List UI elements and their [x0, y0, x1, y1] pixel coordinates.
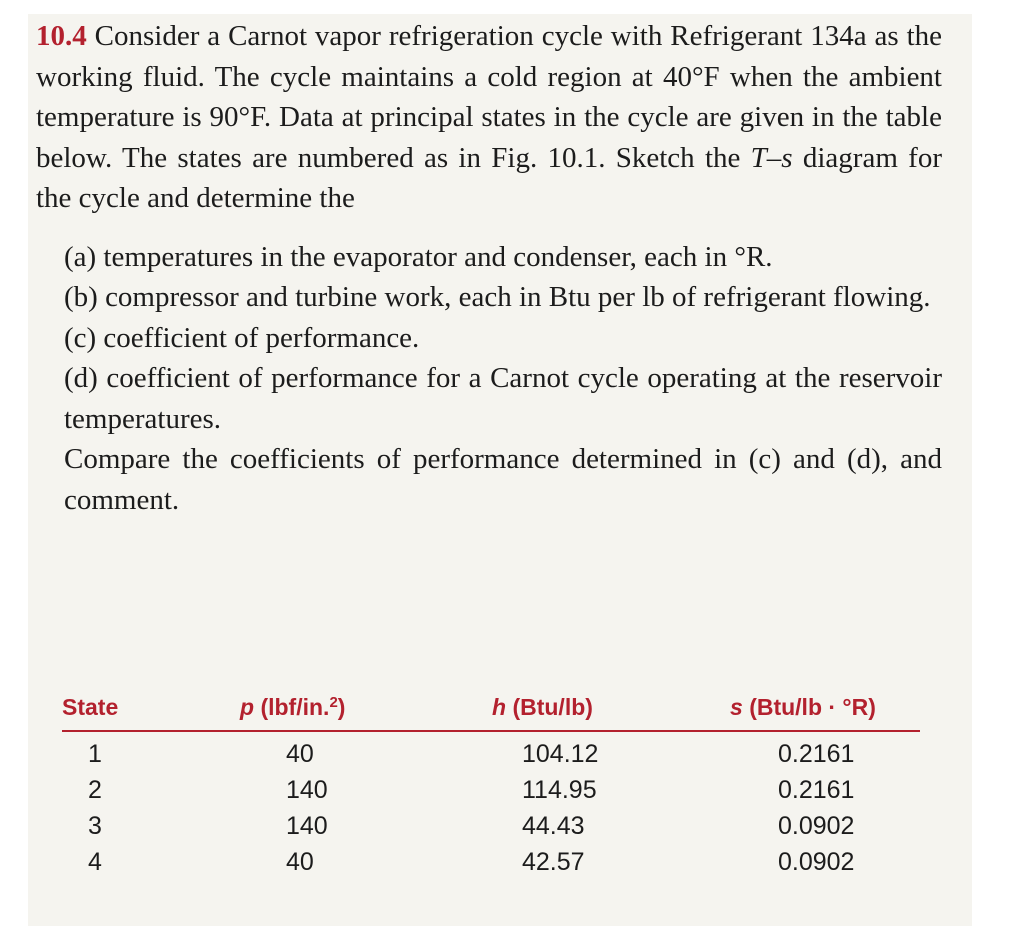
cell-state: 3 — [88, 812, 102, 840]
cell-enthalpy: 104.12 — [522, 740, 599, 768]
problem-intro-tail: diagram for the cycle and determine the — [36, 141, 942, 214]
cell-entropy: 0.2161 — [778, 740, 855, 768]
part-d: (d) coefficient of performance for a Carnot cycle operating at the reservoir temperatures. — [64, 362, 942, 435]
problem-statement — [36, 16, 942, 520]
cell-state: 2 — [88, 776, 102, 804]
ts-diagram-label: T–s — [750, 141, 793, 174]
table-row — [62, 846, 920, 882]
cell-pressure: 140 — [286, 776, 328, 804]
cell-enthalpy: 114.95 — [522, 776, 597, 804]
problem-intro — [36, 16, 942, 219]
table-row — [62, 774, 920, 810]
compare-paragraph: Compare the coefficients of performance determined in (c) and (d), and comment. — [64, 443, 942, 516]
table-body — [62, 738, 920, 882]
header-rule — [62, 730, 920, 732]
header-state: State — [62, 694, 119, 720]
cell-pressure: 140 — [286, 812, 328, 840]
table-row — [62, 810, 920, 846]
problem-parts — [36, 237, 942, 440]
state-table — [62, 686, 920, 876]
cell-pressure: 40 — [286, 848, 314, 876]
cell-state: 1 — [88, 740, 102, 768]
cell-enthalpy: 44.43 — [522, 812, 585, 840]
part-a: (a) temperatures in the evaporator and condenser, each in °R. — [64, 240, 773, 273]
header-enthalpy: h (Btu/lb) — [492, 694, 593, 720]
header-entropy: s (Btu/lb · °R) — [730, 694, 876, 720]
part-c: (c) coefficient of performance. — [64, 321, 420, 354]
cell-entropy: 0.0902 — [778, 812, 855, 840]
cell-state: 4 — [88, 848, 102, 876]
cell-enthalpy: 42.57 — [522, 848, 585, 876]
header-pressure: p (lbf/in.$^2$) — [240, 694, 346, 720]
table-row — [62, 738, 920, 774]
cell-entropy: 0.2161 — [778, 776, 855, 804]
table-header — [62, 686, 920, 726]
cell-entropy: 0.0902 — [778, 848, 855, 876]
problem-intro-text: Consider a Carnot vapor refrigeration cycle with Refrigerant 134a as the working fluid. The cycle maintains a cold region at 40°F when the ambient temperature is 90°F. Data at principal states in the cycle are given in the table below. The states are numbered as in Fig. 10.1. Sketch the — [36, 20, 942, 174]
problem-number: 10.4 — [36, 20, 87, 52]
cell-pressure: 40 — [286, 740, 314, 768]
part-b: (b) compressor and turbine work, each in Btu per lb of refrigerant flowing. — [64, 281, 931, 313]
